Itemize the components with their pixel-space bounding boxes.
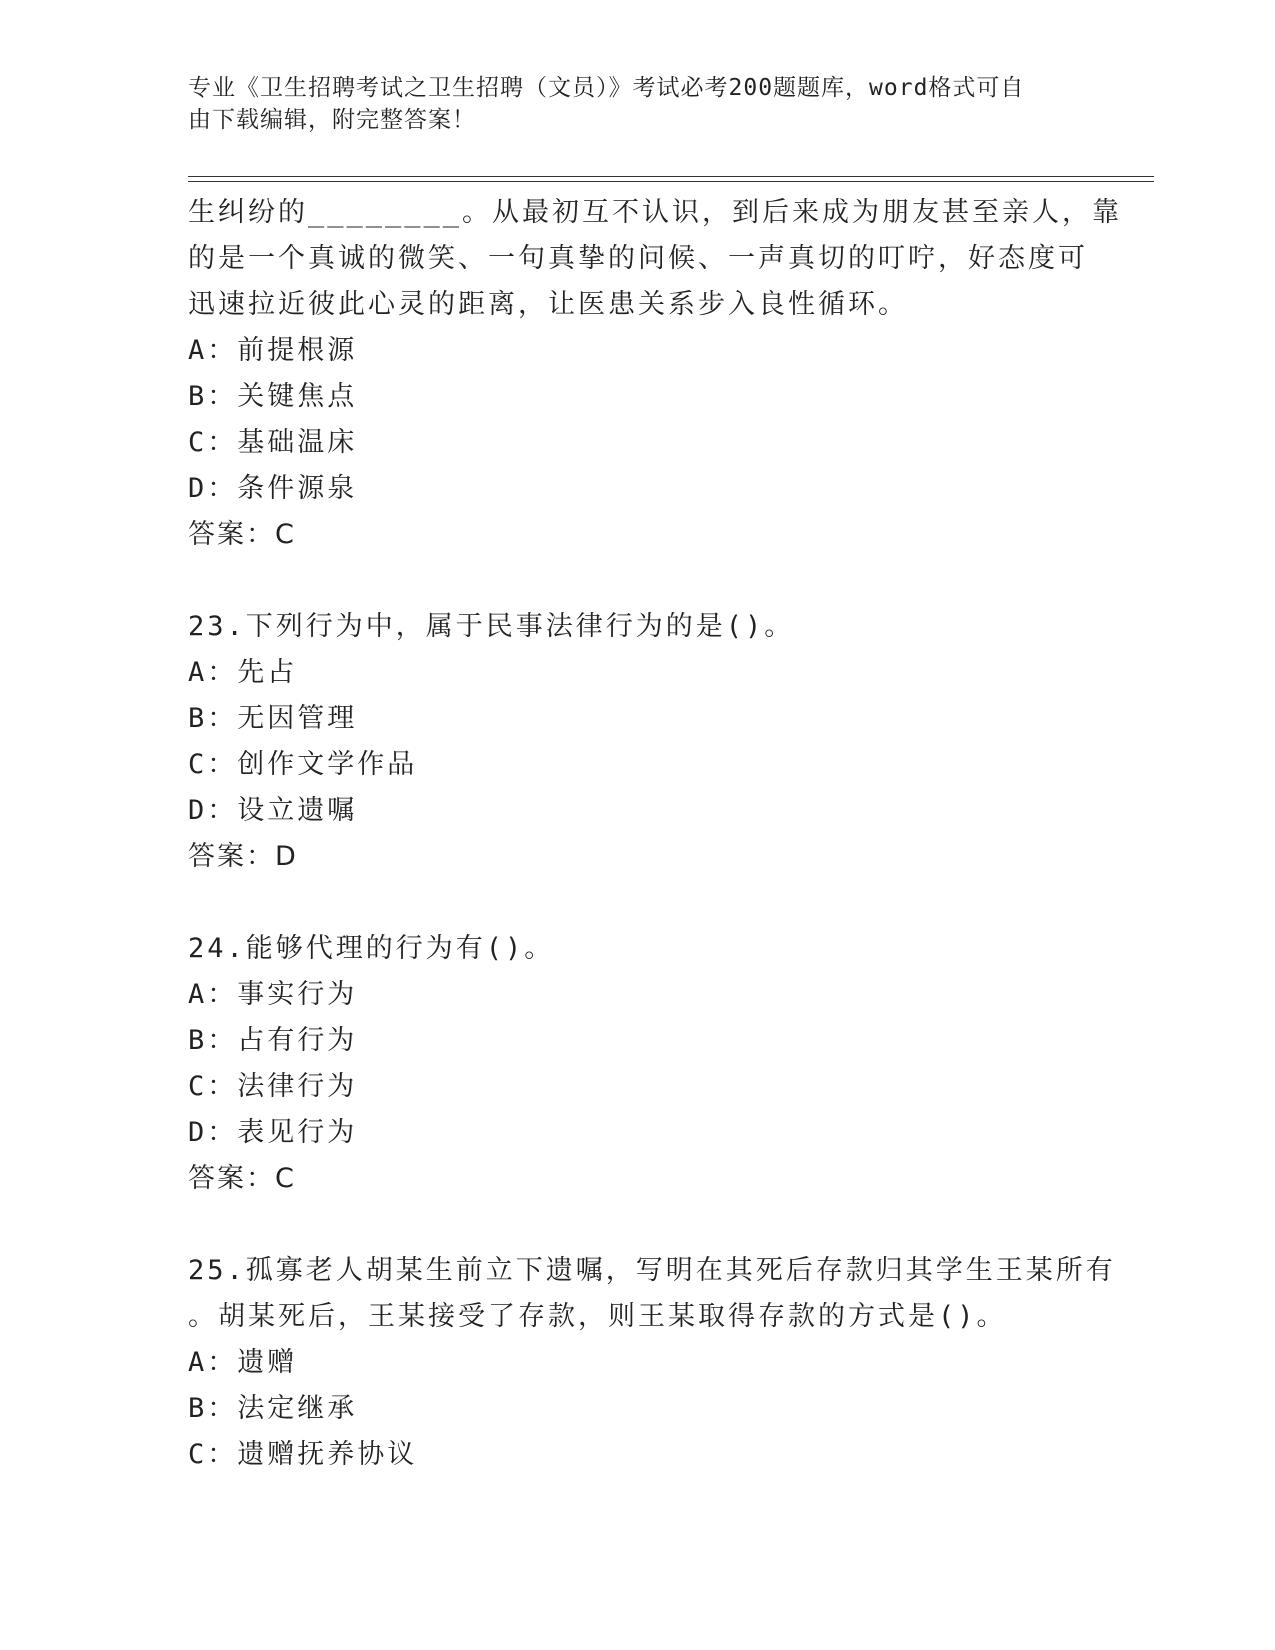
spacer — [188, 880, 1068, 926]
header-line-2: 由下载编辑，附完整答案！ — [188, 107, 476, 133]
question-text: 。胡某死后，王某接受了存款，则王某取得存款的方式是()。 — [188, 1301, 1007, 1332]
document-header — [188, 72, 1068, 136]
question-22 — [188, 190, 1123, 558]
question-text: 迅速拉近彼此心灵的距离，让医患关系步入良性循环。 — [188, 289, 908, 320]
option-a: A：遗赠 — [188, 1347, 298, 1378]
option-b: B：无因管理 — [188, 703, 358, 734]
option-b: B：关键焦点 — [188, 381, 358, 412]
option-c: C：基础温床 — [188, 427, 358, 458]
option-a: A：事实行为 — [188, 979, 358, 1010]
answer: 答案：C — [188, 1163, 296, 1194]
question-text: 24.能够代理的行为有()。 — [188, 933, 555, 964]
question-text: 生纠纷的________。从最初互不认识，到后来成为朋友甚至亲人，靠 — [188, 197, 1123, 228]
option-a: A：前提根源 — [188, 335, 358, 366]
option-c: C：遗赠抚养协议 — [188, 1439, 418, 1470]
answer: 答案：D — [188, 841, 298, 872]
option-a: A：先占 — [188, 657, 298, 688]
option-c: C：法律行为 — [188, 1071, 358, 1102]
question-text: 25.孤寡老人胡某生前立下遗嘱，写明在其死后存款归其学生王某所有 — [188, 1255, 1116, 1286]
question-24 — [188, 926, 1068, 1202]
header-line-1: 专业《卫生招聘考试之卫生招聘（文员）》考试必考200题题库，word格式可自 — [188, 75, 1025, 101]
question-25 — [188, 1248, 1116, 1478]
option-d: D：设立遗嘱 — [188, 795, 358, 826]
header-divider-bottom — [188, 181, 1154, 182]
question-text: 23.下列行为中，属于民事法律行为的是()。 — [188, 611, 795, 642]
document-body — [188, 190, 1123, 1478]
question-text: 的是一个真诚的微笑、一句真挚的问候、一声真切的叮咛，好态度可 — [188, 243, 1088, 274]
option-b: B：法定继承 — [188, 1393, 358, 1424]
answer: 答案：C — [188, 519, 296, 550]
spacer — [188, 1202, 1068, 1248]
option-d: D：表见行为 — [188, 1117, 358, 1148]
spacer — [188, 558, 1068, 604]
question-23 — [188, 604, 1068, 880]
option-b: B：占有行为 — [188, 1025, 358, 1056]
option-c: C：创作文学作品 — [188, 749, 418, 780]
option-d: D：条件源泉 — [188, 473, 358, 504]
header-divider-top — [188, 176, 1154, 177]
